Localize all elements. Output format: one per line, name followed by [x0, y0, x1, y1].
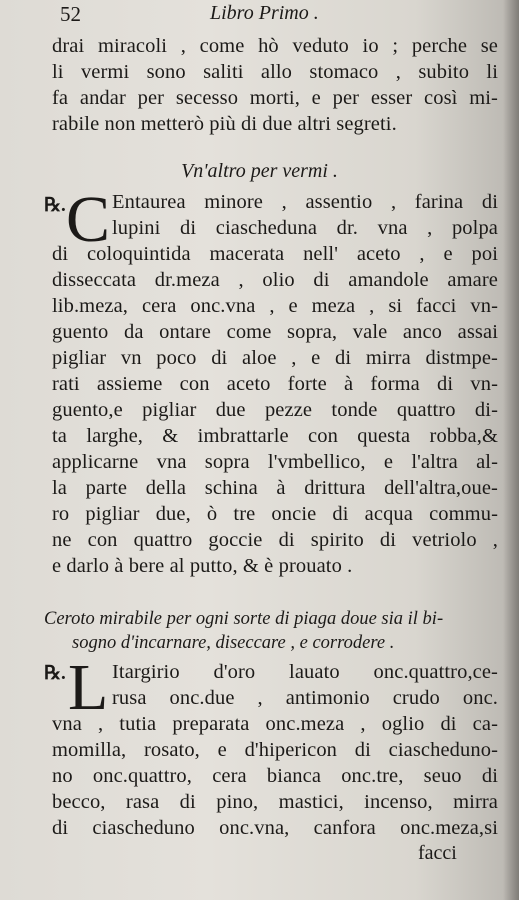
recipe-line: becco, rasa di pino, mastici, incenso, mirra — [52, 791, 498, 813]
recipe-heading: sogno d'incarnare, diseccare , e corrodere . — [72, 633, 395, 653]
running-title: Libro Primo . — [210, 2, 319, 24]
drop-capital: L — [68, 651, 109, 724]
recipe-line: Itargirio d'oro lauato onc.quattro,ce- — [112, 661, 498, 683]
recipe-line: la parte della schina à drittura dell'altra,oue- — [52, 477, 498, 499]
recipe-line: lib.meza, cera onc.vna , e meza , si facci vn- — [52, 295, 498, 317]
recipe-line: disseccata dr.meza , olio di amandole amare — [52, 269, 498, 291]
recipe-line: di coloquintida macerata nell' aceto , e poi — [52, 243, 498, 265]
recipe-line: ta larghe, & imbrattarle con questa robba,& — [52, 425, 498, 447]
recipe-heading: Vn'altro per vermi . — [181, 160, 338, 182]
page-edge-shadow — [503, 0, 519, 900]
recipe-heading: Ceroto mirabile per ogni sorte di piaga doue sia il bi- — [44, 609, 444, 629]
intro-line: drai miracoli , come hò veduto io ; perche se — [52, 35, 498, 57]
recipe-line: ro pigliar due, ò tre oncie di acqua commu- — [52, 503, 498, 525]
recipe-line: applicarne vna sopra l'vmbellico, e l'altra al- — [52, 451, 498, 473]
recipe-line: vna , tutia preparata onc.meza , oglio di ca- — [52, 713, 498, 735]
intro-line: fa andar per secesso morti, e per esser così mi- — [52, 87, 498, 109]
recipe-symbol: ℞. — [44, 195, 66, 216]
recipe-line: lupini di ciascheduna dr. vna , polpa — [112, 217, 498, 239]
recipe-line: pigliar vn poco di aloe , e di mirra distmpe- — [52, 347, 498, 369]
recipe-line: momilla, rosato, e d'hipericon di ciascheduno- — [52, 739, 498, 761]
recipe-line: guento da ontare come sopra, vale anco assai — [52, 321, 498, 343]
recipe-symbol: ℞. — [44, 663, 66, 684]
catchword: facci — [418, 842, 457, 864]
intro-line: li vermi sono saliti allo stomaco , subito li — [52, 61, 498, 83]
recipe-line: ne con quattro goccie di spirito di vetriolo , — [52, 529, 498, 551]
recipe-line: guento,e pigliar due pezze tonde quattro di- — [52, 399, 498, 421]
recipe-line: no onc.quattro, cera bianca onc.tre, seuo di — [52, 765, 498, 787]
recipe-line: e darlo à bere al putto, & è prouato . — [52, 555, 353, 577]
recipe-line: di ciascheduno onc.vna, canfora onc.meza,si — [52, 817, 498, 839]
recipe-line: rusa onc.due , antimonio crudo onc. — [112, 687, 498, 709]
intro-line: rabile non metterò più di due altri segreti. — [52, 113, 397, 135]
recipe-line: Entaurea minore , assentio , farina di — [112, 191, 498, 213]
recipe-line: rati assieme con aceto forte à forma di vn- — [52, 373, 498, 395]
page-header — [60, 2, 500, 30]
page-number: 52 — [60, 2, 81, 26]
drop-capital: C — [66, 183, 111, 256]
